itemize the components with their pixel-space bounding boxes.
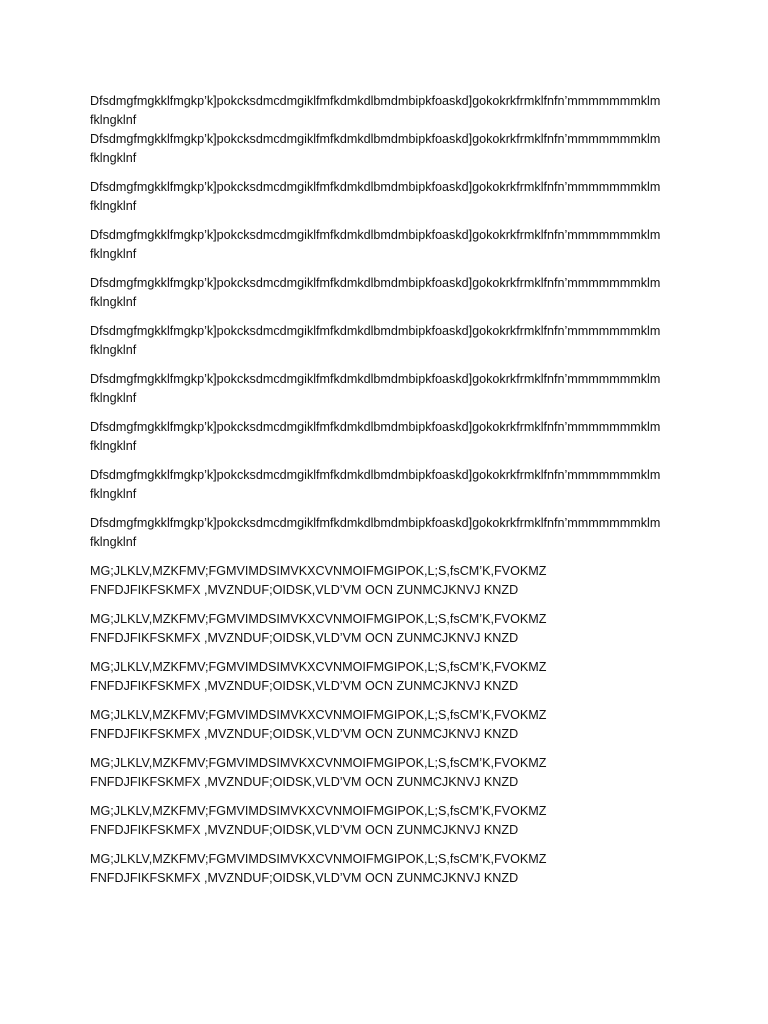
paragraph	[90, 274, 690, 312]
paragraph	[90, 178, 690, 216]
paragraph-line: MG;JLKLV,MZKFMV;FGMVIMDSIMVKXCVNMOIFMGIPOK,L;S,fsCM’K,FVOKMZ	[90, 564, 547, 578]
paragraph	[90, 562, 547, 600]
paragraph-line: FNFDJFIKFSKMFX ,MVZNDUF;OIDSK,VLD’VM OCN ZUNMCJKNVJ KNZD	[90, 679, 519, 693]
paragraph-line: MG;JLKLV,MZKFMV;FGMVIMDSIMVKXCVNMOIFMGIPOK,L;S,fsCM’K,FVOKMZ	[90, 612, 547, 626]
paragraph-line: fklngklnf	[90, 151, 137, 165]
paragraph	[90, 850, 547, 888]
paragraph-line: FNFDJFIKFSKMFX ,MVZNDUF;OIDSK,VLD’VM OCN ZUNMCJKNVJ KNZD	[90, 871, 519, 885]
paragraph-line: FNFDJFIKFSKMFX ,MVZNDUF;OIDSK,VLD’VM OCN ZUNMCJKNVJ KNZD	[90, 583, 519, 597]
paragraph-line: MG;JLKLV,MZKFMV;FGMVIMDSIMVKXCVNMOIFMGIPOK,L;S,fsCM’K,FVOKMZ	[90, 660, 547, 674]
paragraph-line: Dfsdmgfmgkklfmgkp’k]pokcksdmcdmgiklfmfkdmkdlbmdmbipkfoaskd]gokokrkfrmklfnfn’mmmmmmmklm	[90, 180, 661, 194]
paragraph	[90, 610, 547, 648]
paragraph-line: fklngklnf	[90, 343, 137, 357]
paragraph-line: Dfsdmgfmgkklfmgkp’k]pokcksdmcdmgiklfmfkdmkdlbmdmbipkfoaskd]gokokrkfrmklfnfn’mmmmmmmklm	[90, 420, 661, 434]
paragraph-line: Dfsdmgfmgkklfmgkp’k]pokcksdmcdmgiklfmfkdmkdlbmdmbipkfoaskd]gokokrkfrmklfnfn’mmmmmmmklm	[90, 324, 661, 338]
paragraph-line: Dfsdmgfmgkklfmgkp’k]pokcksdmcdmgiklfmfkdmkdlbmdmbipkfoaskd]gokokrkfrmklfnfn’mmmmmmmklm	[90, 228, 661, 242]
paragraph	[90, 92, 690, 130]
paragraph-line: fklngklnf	[90, 391, 137, 405]
paragraph	[90, 466, 690, 504]
paragraph-line: MG;JLKLV,MZKFMV;FGMVIMDSIMVKXCVNMOIFMGIPOK,L;S,fsCM’K,FVOKMZ	[90, 756, 547, 770]
paragraph-line: MG;JLKLV,MZKFMV;FGMVIMDSIMVKXCVNMOIFMGIPOK,L;S,fsCM’K,FVOKMZ	[90, 804, 547, 818]
paragraph	[90, 130, 690, 168]
paragraph	[90, 370, 690, 408]
paragraph-line: Dfsdmgfmgkklfmgkp’k]pokcksdmcdmgiklfmfkdmkdlbmdmbipkfoaskd]gokokrkfrmklfnfn’mmmmmmmklm	[90, 94, 661, 108]
paragraph-line: fklngklnf	[90, 487, 137, 501]
paragraph-line: fklngklnf	[90, 295, 137, 309]
paragraph-line: FNFDJFIKFSKMFX ,MVZNDUF;OIDSK,VLD’VM OCN ZUNMCJKNVJ KNZD	[90, 727, 519, 741]
paragraph-line: MG;JLKLV,MZKFMV;FGMVIMDSIMVKXCVNMOIFMGIPOK,L;S,fsCM’K,FVOKMZ	[90, 852, 547, 866]
paragraph-line: fklngklnf	[90, 439, 137, 453]
paragraph-line: fklngklnf	[90, 199, 137, 213]
paragraph-line: Dfsdmgfmgkklfmgkp’k]pokcksdmcdmgiklfmfkdmkdlbmdmbipkfoaskd]gokokrkfrmklfnfn’mmmmmmmklm	[90, 132, 661, 146]
paragraph-line: fklngklnf	[90, 535, 137, 549]
paragraph-line: Dfsdmgfmgkklfmgkp’k]pokcksdmcdmgiklfmfkdmkdlbmdmbipkfoaskd]gokokrkfrmklfnfn’mmmmmmmklm	[90, 516, 661, 530]
paragraph	[90, 418, 690, 456]
paragraph-line: FNFDJFIKFSKMFX ,MVZNDUF;OIDSK,VLD’VM OCN ZUNMCJKNVJ KNZD	[90, 823, 519, 837]
paragraph	[90, 706, 547, 744]
paragraph-line: fklngklnf	[90, 113, 137, 127]
paragraph	[90, 802, 547, 840]
paragraph-line: MG;JLKLV,MZKFMV;FGMVIMDSIMVKXCVNMOIFMGIPOK,L;S,fsCM’K,FVOKMZ	[90, 708, 547, 722]
paragraph-line: FNFDJFIKFSKMFX ,MVZNDUF;OIDSK,VLD’VM OCN ZUNMCJKNVJ KNZD	[90, 631, 519, 645]
paragraph-line: Dfsdmgfmgkklfmgkp’k]pokcksdmcdmgiklfmfkdmkdlbmdmbipkfoaskd]gokokrkfrmklfnfn’mmmmmmmklm	[90, 372, 661, 386]
document-body	[90, 92, 690, 898]
paragraph	[90, 754, 547, 792]
paragraph	[90, 514, 690, 552]
paragraph	[90, 658, 547, 696]
paragraph-line: fklngklnf	[90, 247, 137, 261]
paragraph-line: Dfsdmgfmgkklfmgkp’k]pokcksdmcdmgiklfmfkdmkdlbmdmbipkfoaskd]gokokrkfrmklfnfn’mmmmmmmklm	[90, 468, 661, 482]
paragraph-line: Dfsdmgfmgkklfmgkp’k]pokcksdmcdmgiklfmfkdmkdlbmdmbipkfoaskd]gokokrkfrmklfnfn’mmmmmmmklm	[90, 276, 661, 290]
paragraph	[90, 226, 690, 264]
paragraph-line: FNFDJFIKFSKMFX ,MVZNDUF;OIDSK,VLD’VM OCN ZUNMCJKNVJ KNZD	[90, 775, 519, 789]
paragraph	[90, 322, 690, 360]
